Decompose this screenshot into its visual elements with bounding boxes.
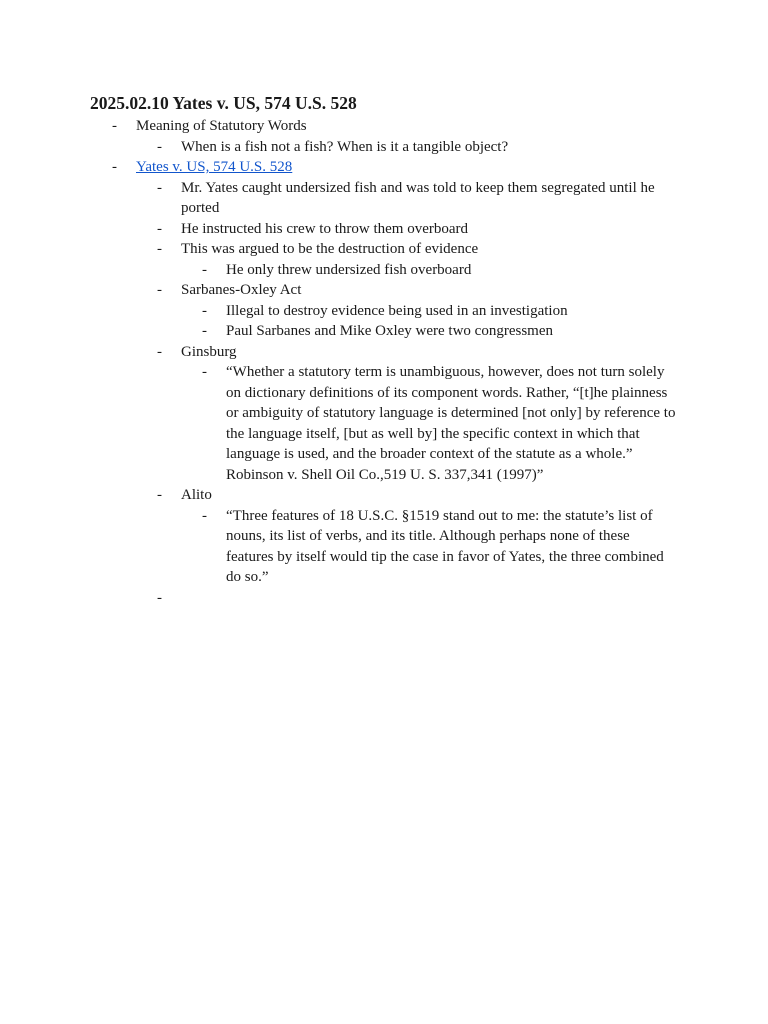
outline-item-level-2 xyxy=(0,280,678,301)
case-link[interactable]: Yates v. US, 574 U.S. 528 xyxy=(136,159,293,175)
outline-item-level-2 xyxy=(0,485,678,506)
outline-item-text: He instructed his crew to throw them overboard xyxy=(181,220,468,237)
outline-item-text: “Three features of 18 U.S.C. §1519 stand out to me: the statute’s list of nouns, its list of verbs, and its title. Although perhaps none of these features by itself would tip the case in favor of Yates, the three combined do so.” xyxy=(226,507,664,585)
bullet-dash: - xyxy=(157,220,162,237)
outline-item-level-3 xyxy=(0,260,678,281)
bullet-dash: - xyxy=(157,487,162,503)
outline-item-text: Meaning of Statutory Words xyxy=(136,118,307,134)
outline-list xyxy=(0,116,768,608)
outline-item-level-3 xyxy=(0,362,678,485)
outline-item-text: When is a fish not a fish? When is it a tangible object? xyxy=(181,138,509,155)
outline-item-level-2 xyxy=(0,588,678,609)
bullet-dash: - xyxy=(202,364,207,380)
outline-item-text: Paul Sarbanes and Mike Oxley were two congressmen xyxy=(226,323,553,339)
bullet-dash: - xyxy=(157,343,162,360)
bullet-dash: - xyxy=(157,241,162,257)
outline-item-text: Mr. Yates caught undersized fish and was told to keep them segregated until he ported xyxy=(181,179,655,216)
document-title: 2025.02.10 Yates v. US, 574 U.S. 528 xyxy=(90,93,357,113)
outline-item-text: Ginsburg xyxy=(181,343,237,360)
bullet-dash: - xyxy=(157,138,162,155)
bullet-dash: - xyxy=(202,261,207,278)
bullet-dash: - xyxy=(157,179,162,196)
bullet-dash: - xyxy=(112,118,117,134)
bullet-dash: - xyxy=(157,282,162,298)
outline-item-level-1 xyxy=(0,157,676,178)
outline-item-level-2 xyxy=(0,219,678,240)
bullet-dash: - xyxy=(202,323,207,339)
outline-item-level-3 xyxy=(0,301,678,322)
bullet-dash: - xyxy=(202,302,207,319)
outline-item-level-2 xyxy=(0,342,678,363)
outline-item-level-1 xyxy=(0,116,676,137)
outline-item-level-2 xyxy=(0,239,678,260)
bullet-dash: - xyxy=(157,589,162,606)
outline-item-level-3 xyxy=(0,506,678,588)
outline-item-text xyxy=(181,588,678,609)
outline-item-text: Sarbanes-Oxley Act xyxy=(181,282,302,298)
outline-item-text: Illegal to destroy evidence being used in an investigation xyxy=(226,302,568,319)
outline-item-text: He only threw undersized fish overboard xyxy=(226,261,472,278)
outline-item-level-2 xyxy=(0,178,678,219)
bullet-dash: - xyxy=(202,507,207,524)
outline-item-level-2 xyxy=(0,137,678,158)
bullet-dash: - xyxy=(112,159,117,175)
outline-item-text: Alito xyxy=(181,487,212,503)
outline-item-text: This was argued to be the destruction of evidence xyxy=(181,241,479,257)
outline-item-level-3 xyxy=(0,321,678,342)
outline-item-text: “Whether a statutory term is unambiguous, however, does not turn solely on dictionary definitions of its component words. Rather, “[t]he plainness or ambiguity of statutory language is determined [not only] by reference to the language itself, [but as well by] the specific context in which that language is used, and the broader context of the statute as a whole.” Robinson v. Shell Oil Co.,519 U. S. 337,341 (1997)” xyxy=(226,364,676,483)
